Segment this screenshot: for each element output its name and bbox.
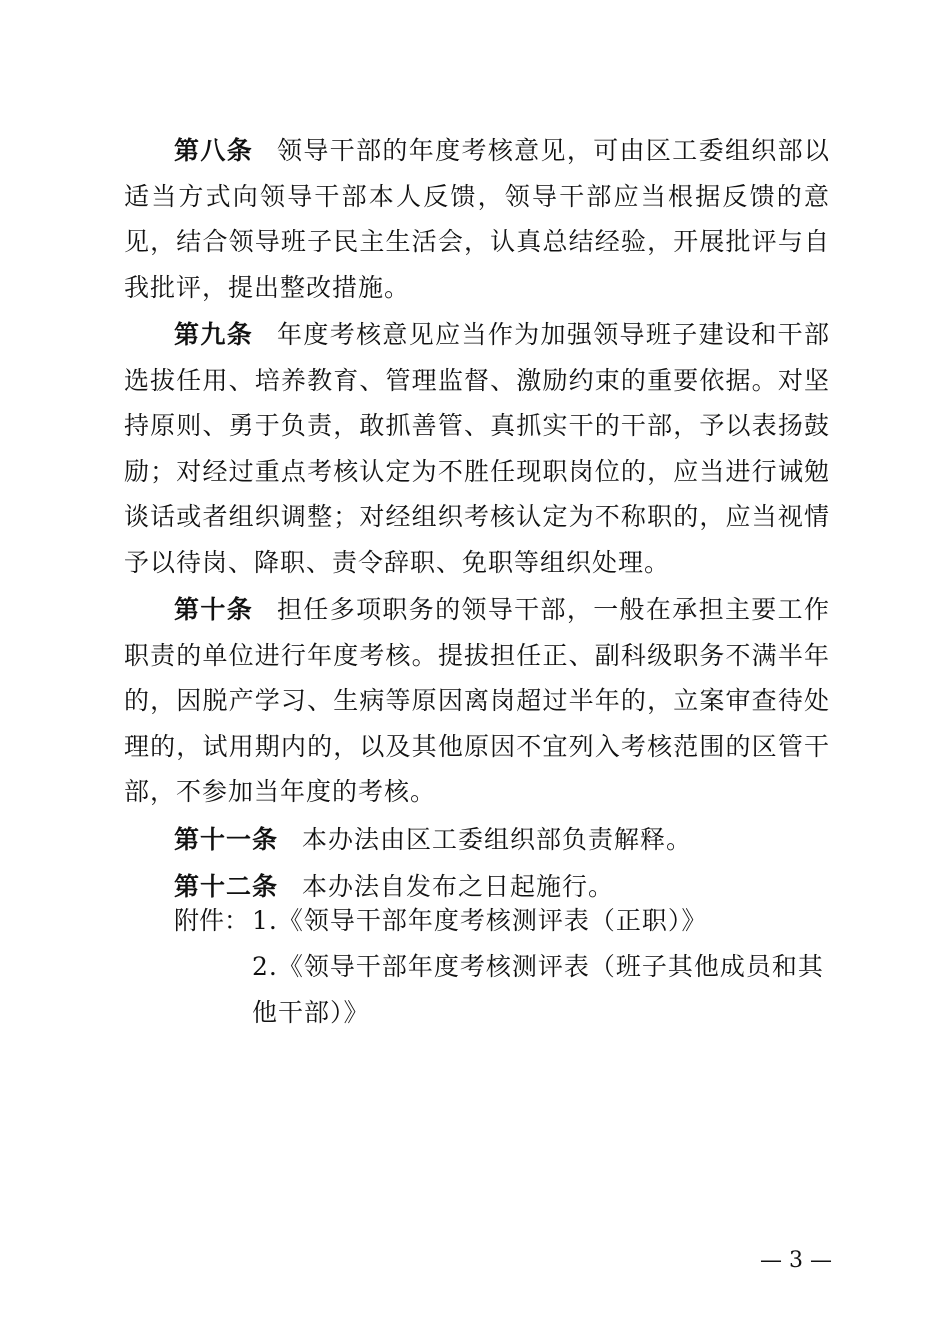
attachment-item-2: 2.《领导干部年度考核测评表（班子其他成员和其他干部）》: [252, 952, 824, 1027]
article-heading: 第八条: [174, 136, 254, 165]
attachments-row: [174, 898, 834, 1036]
article-10: [124, 587, 830, 815]
article-text: 领导干部的年度考核意见，可由区工委组织部以适当方式向领导干部本人反馈，领导干部应当根据反馈的意见，结合领导班子民主生活会，认真总结经验，开展批评与自我批评，提出整改措施。: [124, 136, 830, 302]
attachments-label: 附件：: [174, 906, 250, 935]
article-11: [124, 817, 830, 863]
article-8: [124, 128, 830, 310]
article-heading: 第十二条: [174, 872, 279, 901]
page-number: — 3 —: [760, 1248, 832, 1273]
article-text: 本办法自发布之日起施行。: [302, 872, 615, 901]
attachment-item-1: 1.《领导干部年度考核测评表（正职）》: [252, 906, 708, 935]
article-text: 本办法由区工委组织部负责解释。: [302, 824, 693, 854]
document-body: [124, 128, 830, 912]
attachments-section: [174, 898, 834, 1036]
article-heading: 第九条: [174, 320, 254, 349]
attachments-list: [252, 898, 834, 1036]
article-heading: 第十一条: [174, 824, 279, 854]
article-heading: 第十条: [174, 595, 254, 624]
article-text: 年度考核意见应当作为加强领导班子建设和干部选拔任用、培养教育、管理监督、激励约束的重要依据。对坚持原则、勇于负责，敢抓善管、真抓实干的干部，予以表扬鼓励；对经过重点考核认定为不胜任现职岗位的，应当进行诫勉谈话或者组织调整；对经组织考核认定为不称职的，应当视情予以待岗、降职、责令辞职、免职等组织处理。: [124, 320, 830, 577]
article-9: [124, 312, 830, 585]
article-text: 担任多项职务的领导干部，一般在承担主要工作职责的单位进行年度考核。提拔担任正、副科级职务不满半年的，因脱产学习、生病等原因离岗超过半年的，立案审查待处理的，试用期内的，以及其他原因不宜列入考核范围的区管干部，不参加当年度的考核。: [124, 595, 830, 806]
